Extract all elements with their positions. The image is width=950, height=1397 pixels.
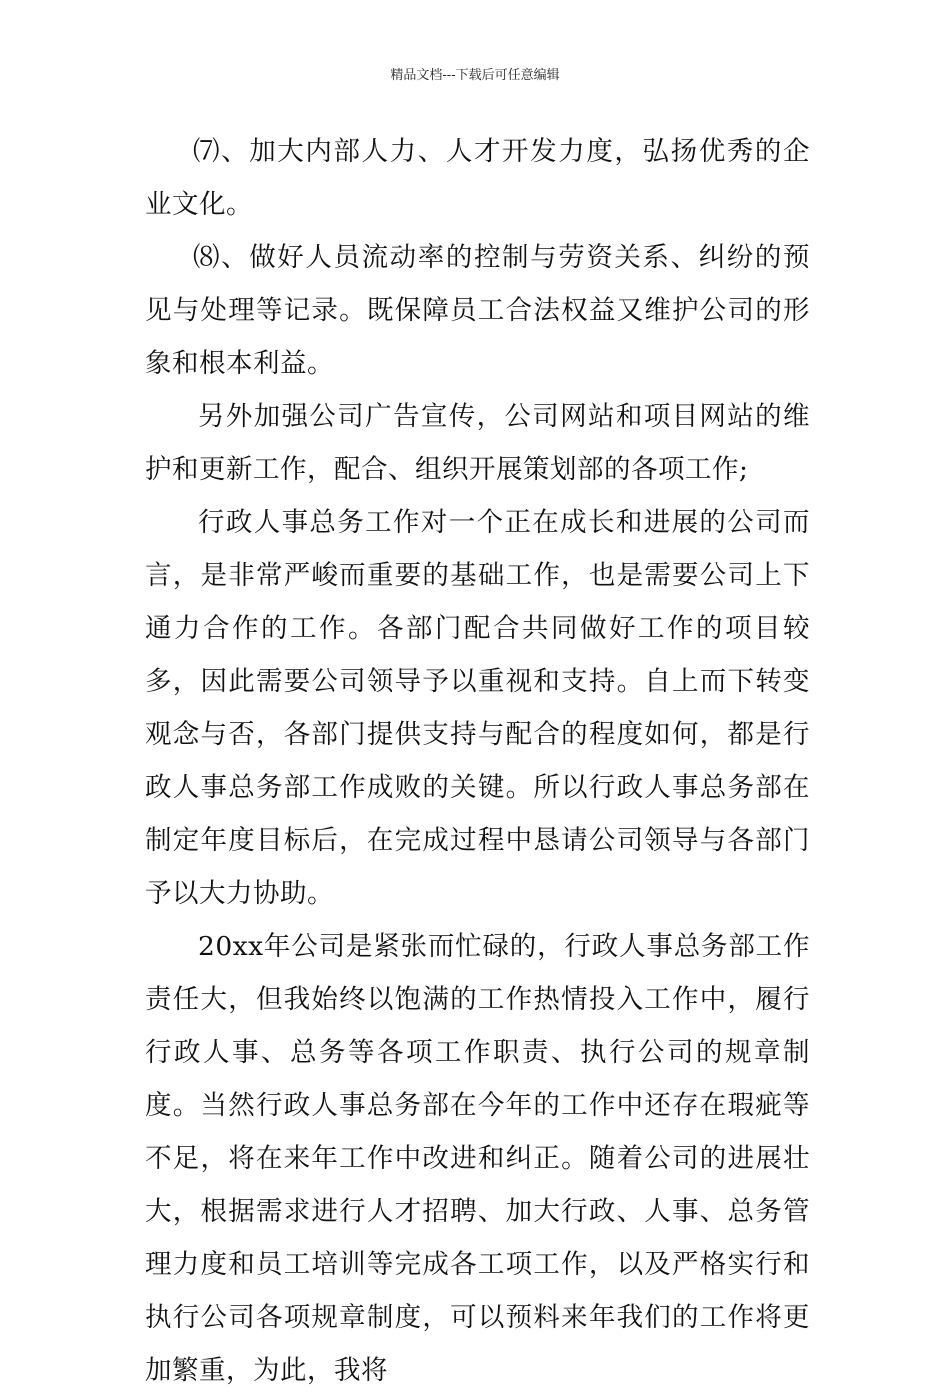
document-body — [145, 125, 810, 1397]
paragraph-year-summary: 20xx年公司是紧张而忙碌的，行政人事总务部工作责任大，但我始终以饱满的工作热情投入工作中，履行行政人事、总务等各项工作职责、执行公司的规章制度。当然行政人事总务部在今年的工作中还存在瑕疵等不足，将在来年工作中改进和纠正。随着公司的进展壮大，根据需求进行人才招聘、加大行政、人事、总务管理力度和员工培训等完成各工项工作，以及严格实行和执行公司各项规章制度，可以预料来年我们的工作将更加繁重，为此，我将 — [145, 931, 810, 1386]
paragraph-admin-importance: 行政人事总务工作对一个正在成长和进展的公司而言，是非常严峻而重要的基础工作，也是需要公司上下通力合作的工作。各部门配合共同做好工作的项目较多，因此需要公司领导予以重视和支持。自上而下转变观念与否，各部门提供支持与配合的程度如何，都是行政人事总务部工作成败的关键。所以行政人事总务部在制定年度目标后，在完成过程中恳请公司领导与各部门予以大力协助。 — [145, 507, 810, 909]
paragraph-item-7: ⑺、加大内部人力、人才开发力度，弘扬优秀的企业文化。 — [145, 136, 810, 220]
paragraph-item-8: ⑻、做好人员流动率的控制与劳资关系、纠纷的预见与处理等记录。既保障员工合法权益又维护公司的形象和根本利益。 — [145, 242, 810, 379]
page-header: 精品文档---下载后可任意编辑 — [390, 68, 560, 83]
paragraph-publicity: 另外加强公司广告宣传，公司网站和项目网站的维护和更新工作，配合、组织开展策划部的各项工作; — [145, 401, 810, 485]
